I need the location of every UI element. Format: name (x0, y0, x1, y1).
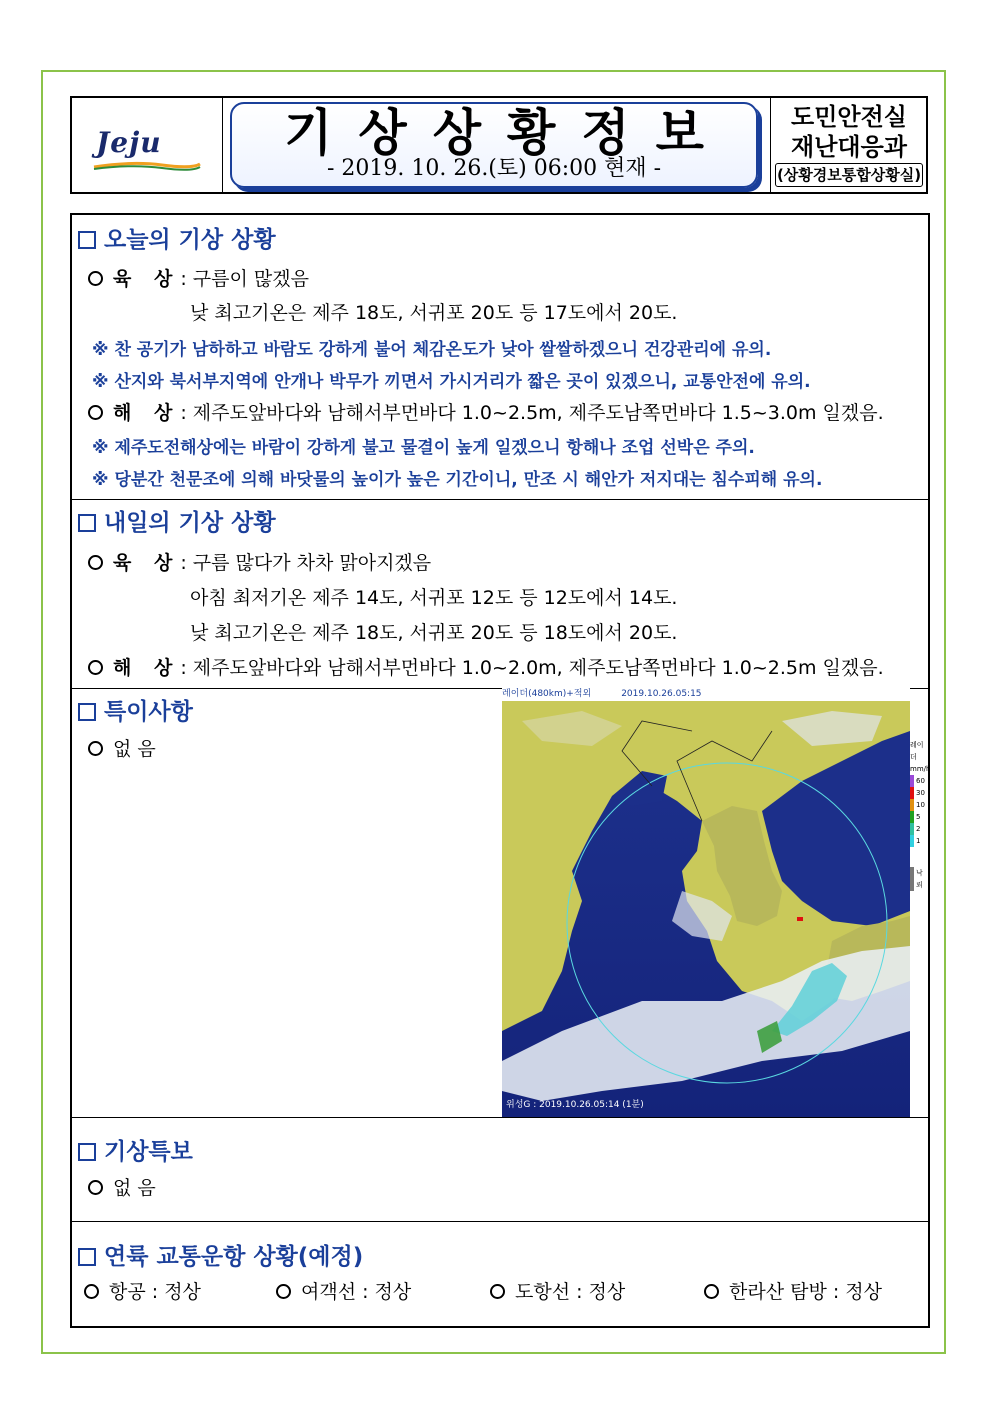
warning-section-title: 기상특보 (78, 1137, 193, 1167)
logo-swoosh-icon (92, 161, 202, 171)
circle-bullet-icon (276, 1284, 291, 1299)
today-section-title: 오늘의 기상 상황 (78, 225, 276, 255)
transport-section-title: 연륙 교통운항 상황(예정) (78, 1242, 363, 1272)
checkbox-square-icon (78, 514, 96, 532)
transport-item-hallasan: 한라산 탐방 : 정상 (704, 1278, 882, 1306)
today-note-4: ※ 당분간 천문조에 의해 바닷물의 높이가 높은 기간이니, 만조 시 해안가 저지대는 침수피해 유의. (92, 470, 823, 490)
document-header (70, 96, 928, 194)
circle-bullet-icon (88, 1180, 103, 1195)
circle-bullet-icon (88, 741, 103, 756)
circle-bullet-icon (84, 1284, 99, 1299)
transport-item-island-ferry: 도항선 : 정상 (490, 1278, 625, 1306)
tomorrow-sea-line: 해 상: 제주도앞바다와 남해서부먼바다 1.0~2.0m, 제주도남쪽먼바다 1.0~2.5m 일겠음. (88, 654, 884, 682)
circle-bullet-icon (88, 555, 103, 570)
satellite-map (502, 701, 910, 1117)
checkbox-square-icon (78, 1143, 96, 1161)
tomorrow-land-line: 육 상: 구름 많다가 차차 맑아지겠음 (88, 549, 431, 577)
checkbox-square-icon (78, 1248, 96, 1266)
today-land-line: 육 상: 구름이 많겠음 (88, 265, 309, 293)
title-box (230, 102, 758, 188)
divider (72, 1117, 928, 1118)
circle-bullet-icon (704, 1284, 719, 1299)
today-sea-line: 해 상: 제주도앞바다와 남해서부먼바다 1.0~2.5m, 제주도남쪽먼바다 1.5~3.0m 일겠음. (88, 399, 884, 427)
radar-legend: 레이더 mm/h 60 30 10 5 2 1 낙뢰 (910, 741, 931, 889)
document-date: - 2019. 10. 26.(토) 06:00 현재 - (326, 156, 662, 181)
today-note-1: ※ 찬 공기가 남하하고 바람도 강하게 불어 체감온도가 낮아 쌀쌀하겠으니 건강관리에 유의. (92, 340, 772, 360)
satellite-caption: 위성G : 2019.10.26.05:14 (1분) (506, 1100, 644, 1110)
circle-bullet-icon (88, 660, 103, 675)
transport-item-air: 항공 : 정상 (84, 1278, 201, 1306)
checkbox-square-icon (78, 703, 96, 721)
today-land-temperature: 낮 최고기온은 제주 18도, 서귀포 20도 등 17도에서 20도. (190, 302, 678, 324)
tomorrow-section-title: 내일의 기상 상황 (78, 508, 276, 538)
tomorrow-min-temperature: 아침 최저기온 제주 14도, 서귀포 12도 등 12도에서 14도. (190, 587, 678, 609)
tomorrow-max-temperature: 낮 최고기온은 제주 18도, 서귀포 20도 등 18도에서 20도. (190, 622, 678, 644)
special-section-title: 특이사항 (78, 697, 193, 727)
warning-item: 없 음 (88, 1174, 156, 1202)
radar-satellite-image (502, 687, 910, 1117)
logo-cell (72, 98, 223, 192)
document-title: 기상상황정보 (284, 104, 730, 162)
weather-report-body (70, 213, 930, 1328)
department-name: 도민안전실 (791, 103, 907, 131)
division-name: 재난대응과 (791, 133, 907, 161)
today-note-3: ※ 제주도전해상에는 바람이 강하게 불고 물결이 높게 일겠으니 항해나 조업 선박은 주의. (92, 438, 755, 458)
circle-bullet-icon (88, 405, 103, 420)
today-note-2: ※ 산지와 북서부지역에 안개나 박무가 끼면서 가시거리가 짧은 곳이 있겠으니, 교통안전에 유의. (92, 372, 811, 392)
radar-header: 레이더(480km)+적외 2019.10.26.05:15 (502, 689, 702, 699)
divider (72, 1221, 928, 1222)
divider (72, 499, 928, 500)
department-cell (770, 98, 927, 192)
transport-item-ferry: 여객선 : 정상 (276, 1278, 411, 1306)
circle-bullet-icon (88, 271, 103, 286)
jeju-logo: Jeju (96, 126, 162, 159)
office-name: (상황경보통합상황실) (775, 163, 923, 187)
circle-bullet-icon (490, 1284, 505, 1299)
checkbox-square-icon (78, 231, 96, 249)
special-item: 없 음 (88, 735, 156, 763)
